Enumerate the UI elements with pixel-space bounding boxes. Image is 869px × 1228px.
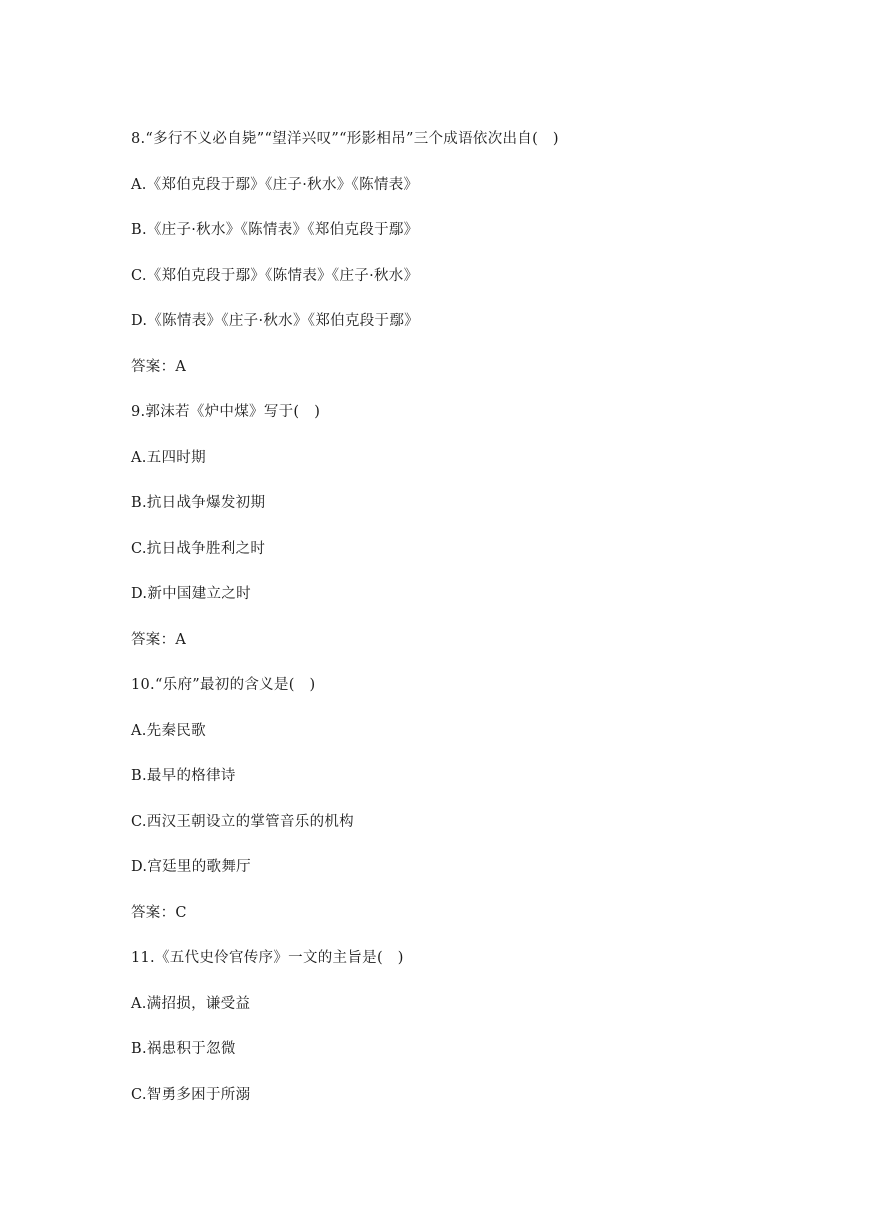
document-page [131, 128, 771, 1129]
question-8-option-b: B.《庄子·秋水》《陈情表》《郑伯克段于鄢》 [131, 222, 419, 238]
question-11-stem: 11.《五代史伶官传序》一文的主旨是( ) [131, 950, 404, 966]
question-11-option-b: B.祸患积于忽微 [131, 1041, 236, 1057]
question-11-option-a: A.满招损，谦受益 [131, 995, 251, 1012]
question-8-stem: 8.“多行不义必自毙”“望洋兴叹”“形影相吊”三个成语依次出自( ) [131, 131, 559, 147]
question-10-option-b: B.最早的格律诗 [131, 768, 236, 784]
question-10-option-a: A.先秦民歌 [131, 722, 206, 739]
question-9-option-b: B.抗日战争爆发初期 [131, 495, 266, 511]
question-9-option-c: C.抗日战争胜利之时 [131, 540, 266, 557]
question-9-option-d: D.新中国建立之时 [131, 586, 251, 602]
question-8-option-c: C.《郑伯克段于鄢》《陈情表》《庄子·秋水》 [131, 267, 419, 284]
question-11-option-c: C.智勇多困于所溺 [131, 1086, 251, 1103]
question-10-option-d: D.宫廷里的歌舞厅 [131, 859, 251, 875]
question-9-option-a: A.五四时期 [131, 449, 206, 466]
question-8-option-a: A.《郑伯克段于鄢》《庄子·秋水》《陈情表》 [131, 176, 419, 193]
question-10-option-c: C.西汉王朝设立的掌管音乐的机构 [131, 813, 354, 830]
question-9-stem: 9.郭沫若《炉中煤》写于( ) [131, 404, 321, 420]
question-8-option-d: D.《陈情表》《庄子·秋水》《郑伯克段于鄢》 [131, 313, 419, 329]
question-8-answer: 答案：A [131, 358, 187, 375]
question-10-answer: 答案：C [131, 904, 187, 921]
question-9-answer: 答案：A [131, 631, 187, 648]
question-10-stem: 10.“乐府”最初的含义是( ) [131, 677, 316, 693]
